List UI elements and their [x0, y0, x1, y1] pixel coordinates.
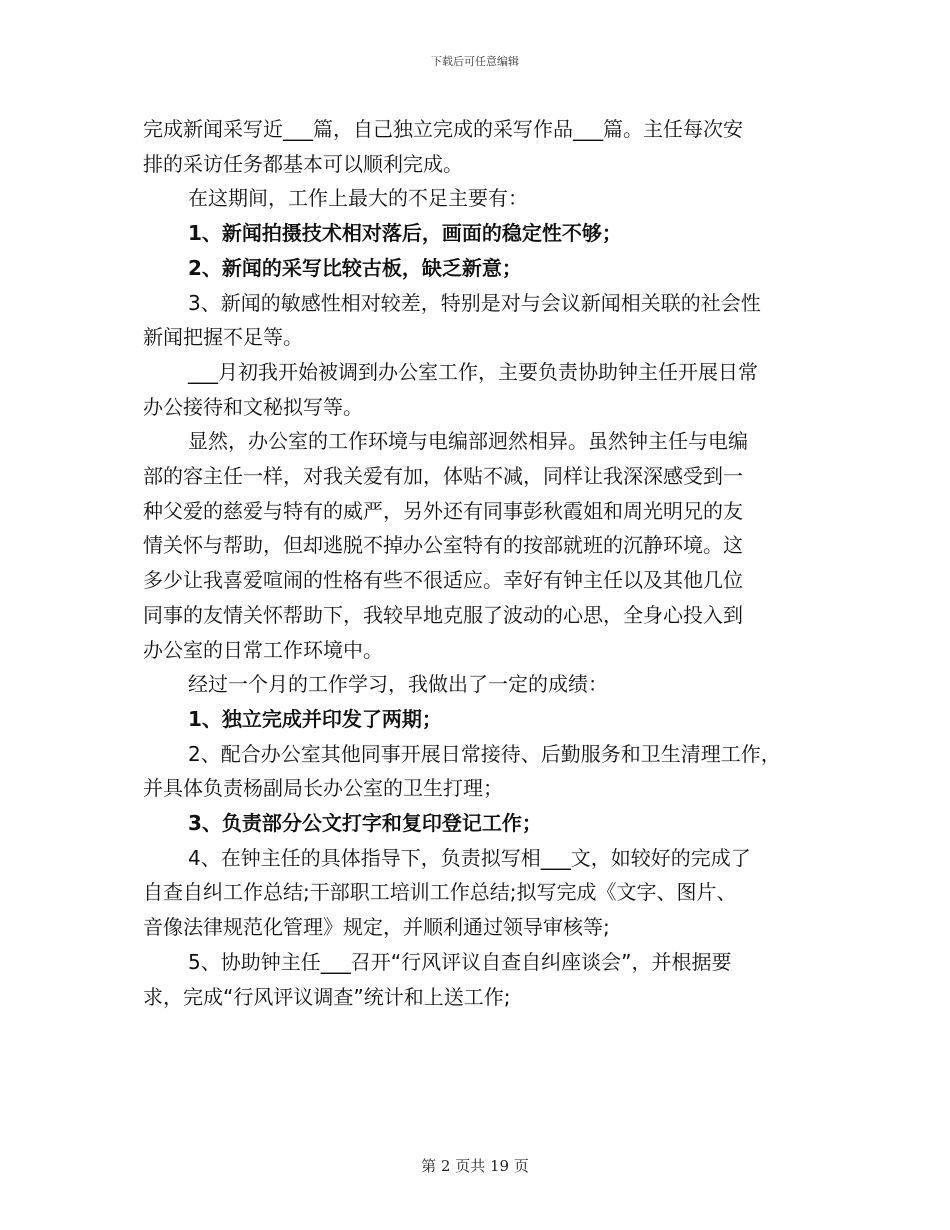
- list-item: [143, 286, 823, 355]
- text-line: 5、协助钟主任___召开“行风评议自查自纠座谈会”，并根据要: [188, 949, 732, 974]
- text-line: 显然，办公室的工作环境与电编部迥然相异。虽然钟主任与电编: [188, 429, 748, 454]
- paragraph: [143, 112, 823, 181]
- text-line: ___月初我开始被调到办公室工作，主要负责协助钟主任开展日常: [188, 359, 758, 384]
- paragraph: [143, 424, 823, 667]
- bold-list-item: [143, 702, 823, 737]
- page-header-note: 下载后可任意编辑: [431, 55, 519, 68]
- text-line: 完成新闻采写近___篇，自己独立完成的采写作品___篇。主任每次安: [143, 117, 743, 141]
- paragraph: [143, 355, 823, 424]
- list-item: [143, 841, 823, 945]
- text-line: 种父爱的慈爱与特有的威严，另外还有同事彭秋霞姐和周光明兄的友: [143, 498, 743, 523]
- text-line: 2、配合办公室其他同事开展日常接待、后勤服务和卫生清理工作，: [188, 741, 781, 766]
- paragraph: [143, 181, 823, 216]
- text-line: 1、独立完成并印发了两期；: [188, 706, 442, 731]
- text-line: 情关怀与帮助，但却逃脱不掉办公室特有的按部就班的沉静环境。这: [143, 533, 743, 558]
- text-line: 办公接待和文秘拟写等。: [143, 394, 363, 419]
- text-line: 求，完成“行风评议调查”统计和上送工作;: [143, 984, 511, 1009]
- bold-list-item: [143, 251, 823, 286]
- text-line: 自查自纠工作总结;干部职工培训工作总结;拟写完成《文字、图片、: [143, 880, 737, 905]
- text-line: 多少让我喜爱喧闹的性格有些不很适应。幸好有钟主任以及其他几位: [143, 568, 743, 593]
- page-number: 第 2 页共 19 页: [421, 1157, 529, 1175]
- document-body: [143, 112, 823, 1014]
- text-line: 新闻把握不足等。: [143, 325, 303, 350]
- bold-list-item: [143, 216, 823, 251]
- text-line: 并具体负责杨副局长办公室的卫生打理；: [143, 776, 503, 801]
- text-line: 4、在钟主任的具体指导下，负责拟写相___文，如较好的完成了: [188, 845, 751, 870]
- text-line: 2、新闻的采写比较古板，缺乏新意；: [188, 255, 522, 280]
- text-line: 经过一个月的工作学习，我做出了一定的成绩：: [188, 672, 608, 697]
- text-line: 音像法律规范化管理》规定，并顺利通过领导审核等;: [143, 915, 610, 940]
- text-line: 3、新闻的敏感性相对较差，特别是对与会议新闻相关联的社会性: [188, 290, 761, 315]
- text-line: 1、新闻拍摄技术相对落后，画面的稳定性不够；: [188, 221, 622, 246]
- text-line: 排的采访任务都基本可以顺利完成。: [143, 151, 463, 176]
- text-line: 3、负责部分公文打字和复印登记工作；: [188, 811, 542, 836]
- text-line: 办公室的日常工作环境中。: [143, 637, 383, 662]
- list-item: [143, 945, 823, 1014]
- text-line: 在这期间，工作上最大的不足主要有：: [188, 186, 528, 211]
- list-item: [143, 737, 823, 806]
- bold-list-item: [143, 806, 823, 841]
- text-line: 同事的友情关怀帮助下，我较早地克服了波动的心思，全身心投入到: [143, 602, 743, 627]
- paragraph: [143, 667, 823, 702]
- text-line: 部的容主任一样，对我关爱有加，体贴不减，同样让我深深感受到一: [143, 464, 743, 489]
